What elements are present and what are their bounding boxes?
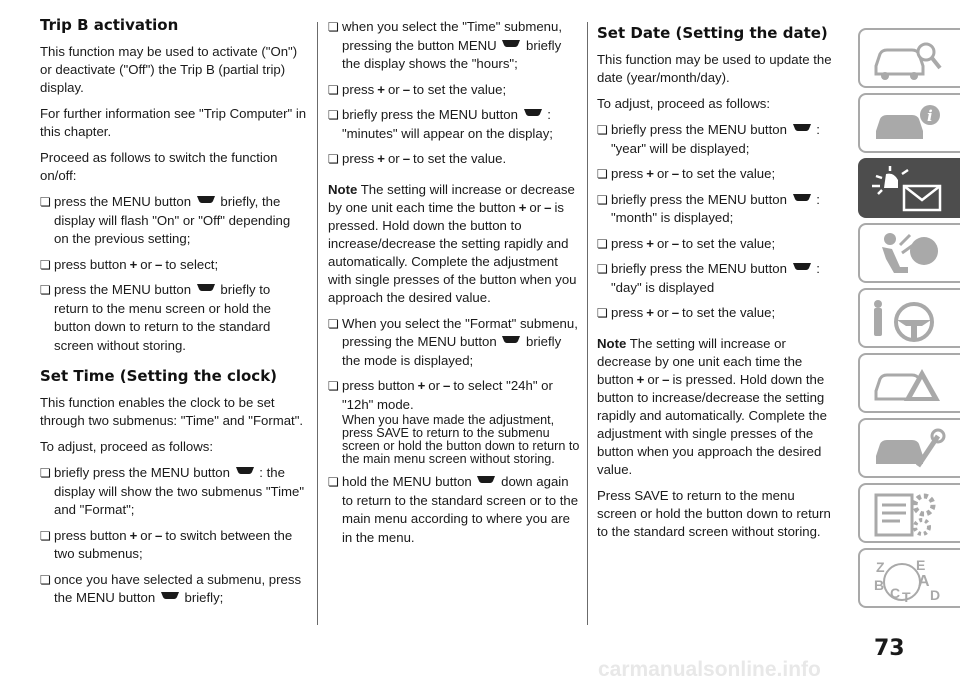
car-search-icon (870, 36, 950, 84)
menu-button-icon (792, 193, 812, 203)
column-divider (587, 22, 588, 625)
list-item: ❏ briefly press the MENU button : "day" is displayed (597, 260, 837, 297)
menu-button-icon (501, 39, 521, 49)
index-letter: Z (876, 559, 885, 575)
index-letter: T (902, 589, 911, 604)
menu-button-icon (476, 475, 496, 485)
heading-trip-b: Trip B activation (40, 16, 179, 34)
column-divider (317, 22, 318, 625)
list-item: ❏ press + or – to set the value; (597, 304, 837, 323)
list-item: ❏ briefly press the MENU button : the display will show the two submenus "Time" and "Format"; (40, 464, 308, 520)
index-letter: A (918, 573, 930, 590)
list-item: ❏ briefly press the MENU button : "minutes" will appear on the display; (328, 106, 583, 143)
paragraph: To adjust, proceed as follows: (597, 96, 770, 111)
index-letter: B (874, 577, 885, 593)
tab-starting-driving[interactable] (858, 288, 960, 348)
paragraph: This function may be used to update the date (year/month/day). (597, 52, 832, 85)
paragraph: This function may be used to activate ("On") or deactivate ("Off") the Trip B (partial trip) display. (40, 44, 298, 95)
warning-light-message-icon (870, 166, 950, 214)
list-item: ❏ When you select the "Format" submenu, pressing the MENU button briefly the mode is displayed; (328, 315, 583, 371)
index-letter: D (930, 587, 941, 603)
list-item: ❏ press + or – to set the value. (328, 150, 583, 169)
menu-button-icon (235, 466, 255, 476)
steering-wheel-key-icon (870, 296, 950, 344)
column-middle (328, 18, 583, 554)
menu-button-icon (792, 262, 812, 272)
list-item: ❏ once you have selected a submenu, press the MENU button briefly; (40, 571, 308, 608)
watermark: carmanualsonline.info (598, 658, 821, 681)
paragraph: This function enables the clock to be set through two submenus: "Time" and "Format". (40, 395, 304, 428)
list-item: ❏ briefly press the MENU button : "month" is displayed; (597, 191, 837, 228)
list-item: ❏ press button + or – to select; (40, 256, 308, 275)
tab-safety[interactable] (858, 223, 960, 283)
list-item: ❏ press button + or – to switch between the two submenus; (40, 527, 308, 564)
list-item: ❏ press + or – to set the value; (597, 235, 837, 254)
paragraph: Press SAVE to return to the menu screen or hold the button down to return to the standard screen without storing. (597, 487, 831, 539)
menu-button-icon (501, 335, 521, 345)
chapter-tabs (858, 28, 960, 628)
list-item: ❏ hold the MENU button down again to return to the standard screen or to the main menu according to where you are in the menu. (328, 473, 583, 547)
index-letter: C (890, 585, 901, 601)
list-item: ❏ press + or – to set the value; (328, 81, 583, 100)
tab-dashboard[interactable] (858, 93, 960, 153)
tab-emergency[interactable] (858, 353, 960, 413)
note-paragraph: Note The setting will increase or decrease by one unit each time the button + or – is pressed. Hold down the button to increase/decrease the setting rapidly and automatically. Complete the adjustment with single presses of the button when you approach the desired value. (597, 335, 827, 477)
menu-button-icon (160, 591, 180, 601)
note-label: Note (597, 335, 627, 351)
note-label: Note (328, 181, 358, 197)
list-item: ❏ when you select the "Time" submenu, pressing the button MENU briefly the display shows the "hours"; (328, 18, 583, 74)
menu-button-icon (196, 195, 216, 205)
paragraph: To adjust, proceed as follows: (40, 439, 213, 454)
car-warning-triangle-icon (870, 361, 950, 409)
svg-text:i: i (927, 107, 933, 125)
tab-index[interactable] (858, 548, 960, 608)
list-item: ❏ press the MENU button briefly to return to the menu screen or hold the button down to return to the standard screen without storing. (40, 281, 308, 355)
list-item: ❏ press the MENU button briefly, the display will flash "On" or "Off" depending on the previous setting; (40, 193, 308, 249)
specifications-gear-icon (870, 491, 950, 539)
heading-set-date: Set Date (Setting the date) (597, 24, 828, 42)
airbag-seat-icon (870, 231, 950, 279)
list-item: ❏ press button + or – to select "24h" or "12h" mode. When you have made the adjustment, press SAVE to return to the submenu screen or hold the button down to return to the main menu screen without storing. (328, 377, 583, 466)
tab-maintenance[interactable] (858, 418, 960, 478)
car-wrench-icon (870, 426, 950, 474)
paragraph: For further information see "Trip Computer" in this chapter. (40, 106, 307, 139)
tab-technical-specifications[interactable] (858, 483, 960, 543)
menu-button-icon (196, 283, 216, 293)
tab-warning-lights[interactable] (858, 158, 960, 218)
menu-button-icon (792, 123, 812, 133)
index-letter: E (916, 557, 926, 573)
page-number: 73 (874, 636, 905, 661)
alphabetical-index-icon (870, 556, 950, 604)
tab-getting-to-know-car[interactable] (858, 28, 960, 88)
heading-set-time: Set Time (Setting the clock) (40, 367, 278, 385)
column-left (40, 18, 308, 615)
paragraph: Proceed as follows to switch the function on/off: (40, 150, 278, 183)
menu-button-icon (523, 108, 543, 118)
column-right (597, 18, 837, 549)
car-info-icon (870, 101, 950, 149)
list-item: ❏ press + or – to set the value; (597, 165, 837, 184)
list-item: ❏ briefly press the MENU button : "year" will be displayed; (597, 121, 837, 158)
note-paragraph: Note The setting will increase or decrease by one unit each time the button + or – is pressed. Hold down the button to increase/decrease the setting rapidly and automatically. Complete the adjustment with single presses of the button when you approach the desired value. (328, 181, 577, 305)
